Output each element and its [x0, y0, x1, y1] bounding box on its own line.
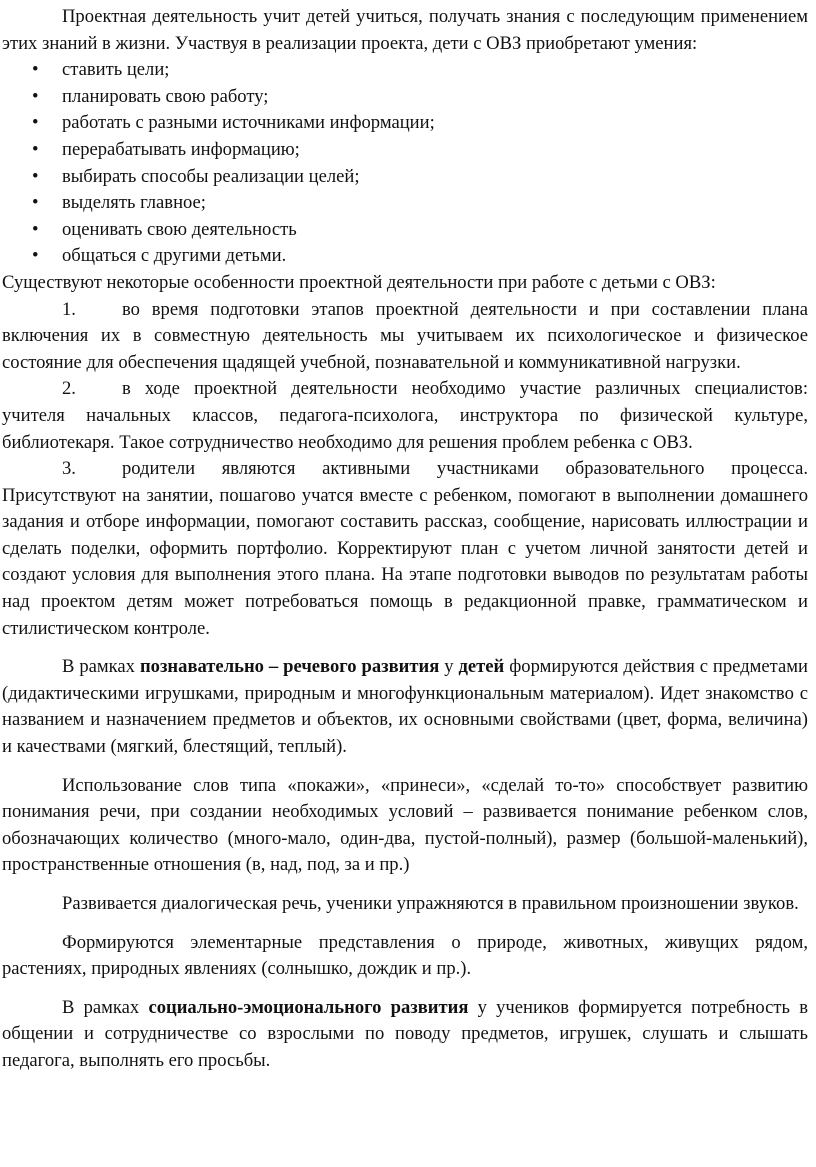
- bullet-icon: •: [32, 59, 39, 81]
- social-prefix: В рамках: [62, 996, 149, 1018]
- feature-item: [2, 376, 808, 456]
- feature-number: 3.: [62, 458, 76, 480]
- bullet-icon: •: [32, 245, 39, 267]
- cognitive-middle: у: [439, 656, 459, 678]
- bullet-icon: •: [32, 112, 39, 134]
- list-item: [2, 190, 808, 217]
- list-item: [2, 84, 808, 111]
- list-item: [2, 243, 808, 270]
- feature-item: [2, 456, 808, 642]
- cognitive-paragraph: [2, 654, 808, 760]
- cognitive-rest: формируются действия с предметами (дидактическими игрушками, природным и многофункциональным материалом). Идет знакомство с названием и назначением предметов и объектов, их основными свойствами (цвет, форма, величина) и качествами (мягкий, блестящий, теплый).: [2, 656, 808, 758]
- skill-text: перерабатывать информацию;: [62, 138, 300, 160]
- feature-text: во время подготовки этапов проектной деятельности и при составлении плана включения их в совместную деятельность мы учитываем их психологическое и физическое состояние для обеспечения щадящей учебной, познавательной и коммуникативной нагрузки.: [2, 298, 808, 373]
- skills-list: [2, 57, 808, 270]
- intro-paragraph: Проектная деятельность учит детей учиться, получать знания с последующим применением этих знаний в жизни. Участвуя в реализации проекта, дети с ОВЗ приобретают умения:: [2, 6, 808, 54]
- cognitive-prefix: В рамках: [62, 656, 140, 678]
- feature-item: [2, 297, 808, 377]
- list-item: [2, 164, 808, 191]
- skill-text: выбирать способы реализации целей;: [62, 165, 360, 187]
- list-item: [2, 57, 808, 84]
- social-paragraph: [2, 995, 808, 1075]
- feature-number: 1.: [62, 298, 76, 320]
- nature-paragraph: Формируются элементарные представления о природе, животных, живущих рядом, растениях, природных явлениях (солнышко, дождик и пр.).: [2, 931, 808, 980]
- feature-number: 2.: [62, 378, 76, 400]
- bullet-icon: •: [32, 192, 39, 214]
- bullet-icon: •: [32, 138, 39, 160]
- bullet-icon: •: [32, 218, 39, 240]
- social-bold-term: социально-эмоционального развития: [148, 996, 469, 1018]
- skill-text: оценивать свою деятельность: [62, 218, 297, 240]
- list-item: [2, 217, 808, 244]
- skill-text: планировать свою работу;: [62, 85, 269, 107]
- social-rest: у учеников формируется потребность в общении и сотрудничестве со взрослыми по поводу предметов, игрушек, слушать и слышать педагога, выполнять его просьбы.: [2, 996, 808, 1071]
- dialog-paragraph: Развивается диалогическая речь, ученики упражняются в правильном произношении звуков.: [62, 893, 799, 914]
- feature-text: родители являются активными участниками образовательного процесса. Присутствуют на занятии, пошагово учатся вместе с ребенком, помогают в выполнении домашнего задания и отборе информации, помогают составить рассказ, сообщение, нарисовать иллюстрации и сделать поделки, оформить портфолио. Корректируют план с учетом личной занятости детей и создают условия для выполнения этого плана. На этапе подготовки выводов по результатам работы над проектом детям может потребоваться помощь в редакционной правке, грамматическом и стилистическом контроле.: [2, 458, 808, 639]
- skill-text: работать с разными источниками информации;: [62, 112, 435, 134]
- skill-text: выделять главное;: [62, 192, 206, 214]
- skill-text: общаться с другими детьми.: [62, 245, 287, 267]
- cognitive-bold-children: детей: [458, 656, 505, 678]
- cognitive-bold-term: познавательно – речевого развития: [139, 656, 440, 678]
- feature-text: в ходе проектной деятельности необходимо участие различных специалистов: учителя начальных классов, педагога-психолога, инструктора по физической культуре, библиотекаря. Такое сотрудничество необходимо для решения проблем ребенка с ОВЗ.: [2, 378, 808, 453]
- list-item: [2, 137, 808, 164]
- bullet-icon: •: [32, 85, 39, 107]
- words-paragraph: Использование слов типа «покажи», «принеси», «сделай то-то» способствует развитию понимания речи, при создании необходимых условий – развивается понимание ребенком слов, обозначающих количество (много-мало, один-два, пустой-полный), размер (большой-маленький), пространственные отношения (в, над, под, за и пр.): [2, 774, 808, 876]
- features-intro: Существуют некоторые особенности проектной деятельности при работе с детьми с ОВЗ:: [2, 271, 716, 293]
- bullet-icon: •: [32, 165, 39, 187]
- skill-text: ставить цели;: [62, 59, 170, 81]
- list-item: [2, 110, 808, 137]
